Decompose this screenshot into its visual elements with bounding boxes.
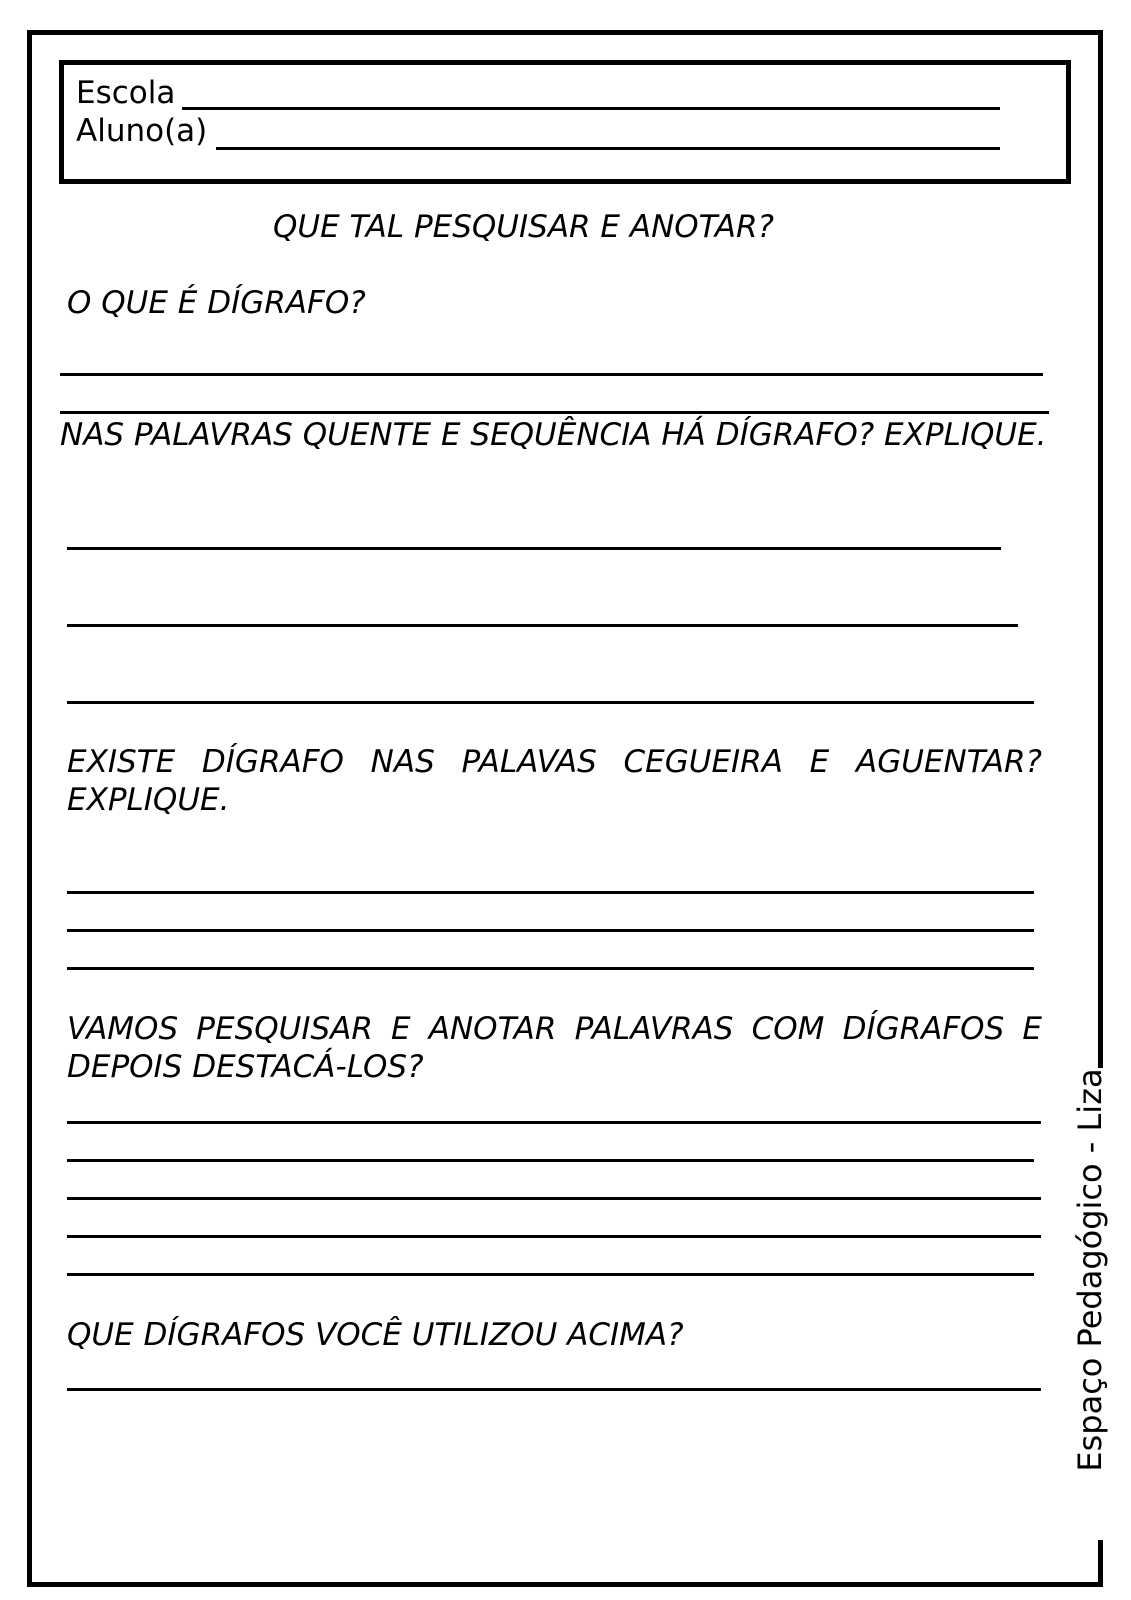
page-border-bottom — [27, 1582, 1103, 1587]
page-border-right-lower — [1098, 1540, 1103, 1587]
student-label: Aluno(a) — [76, 113, 208, 149]
question-5: QUE DÍGRAFOS VOCÊ UTILIZOU ACIMA? — [67, 1317, 684, 1353]
school-input-line[interactable] — [182, 107, 1000, 110]
answer-line[interactable] — [67, 701, 1034, 704]
answer-line[interactable] — [67, 1121, 1041, 1124]
answer-line[interactable] — [67, 1197, 1041, 1200]
answer-line[interactable] — [67, 624, 1018, 627]
page-border-left — [27, 30, 32, 1587]
answer-line[interactable] — [67, 547, 1001, 550]
page-border-right-upper — [1098, 30, 1103, 1068]
answer-line[interactable] — [67, 929, 1034, 932]
school-label: Escola — [76, 75, 176, 111]
answer-line[interactable] — [67, 891, 1034, 894]
page-border-top — [27, 30, 1103, 35]
answer-line[interactable] — [60, 411, 1049, 414]
question-2: NAS PALAVRAS QUENTE E SEQUÊNCIA HÁ DÍGRAFO? EXPLIQUE. — [60, 417, 1047, 453]
answer-line[interactable] — [67, 967, 1034, 970]
answer-line[interactable] — [60, 373, 1043, 376]
question-3: EXISTE DÍGRAFO NAS PALAVAS CEGUEIRA E AGUENTAR? EXPLIQUE. — [67, 744, 1042, 818]
question-1: O QUE É DÍGRAFO? — [67, 285, 366, 321]
student-input-line[interactable] — [216, 147, 1000, 150]
question-4: VAMOS PESQUISAR E ANOTAR PALAVRAS COM DÍGRAFOS E DEPOIS DESTACÁ-LOS? — [67, 1011, 1042, 1085]
answer-line[interactable] — [67, 1159, 1034, 1162]
credit-watermark: Espaço Pedagógico - Liza — [1071, 1068, 1109, 1472]
answer-line[interactable] — [67, 1235, 1041, 1238]
student-info-box — [59, 60, 1071, 184]
page-title: QUE TAL PESQUISAR E ANOTAR? — [273, 209, 774, 245]
answer-line[interactable] — [67, 1273, 1034, 1276]
answer-line[interactable] — [67, 1388, 1041, 1391]
